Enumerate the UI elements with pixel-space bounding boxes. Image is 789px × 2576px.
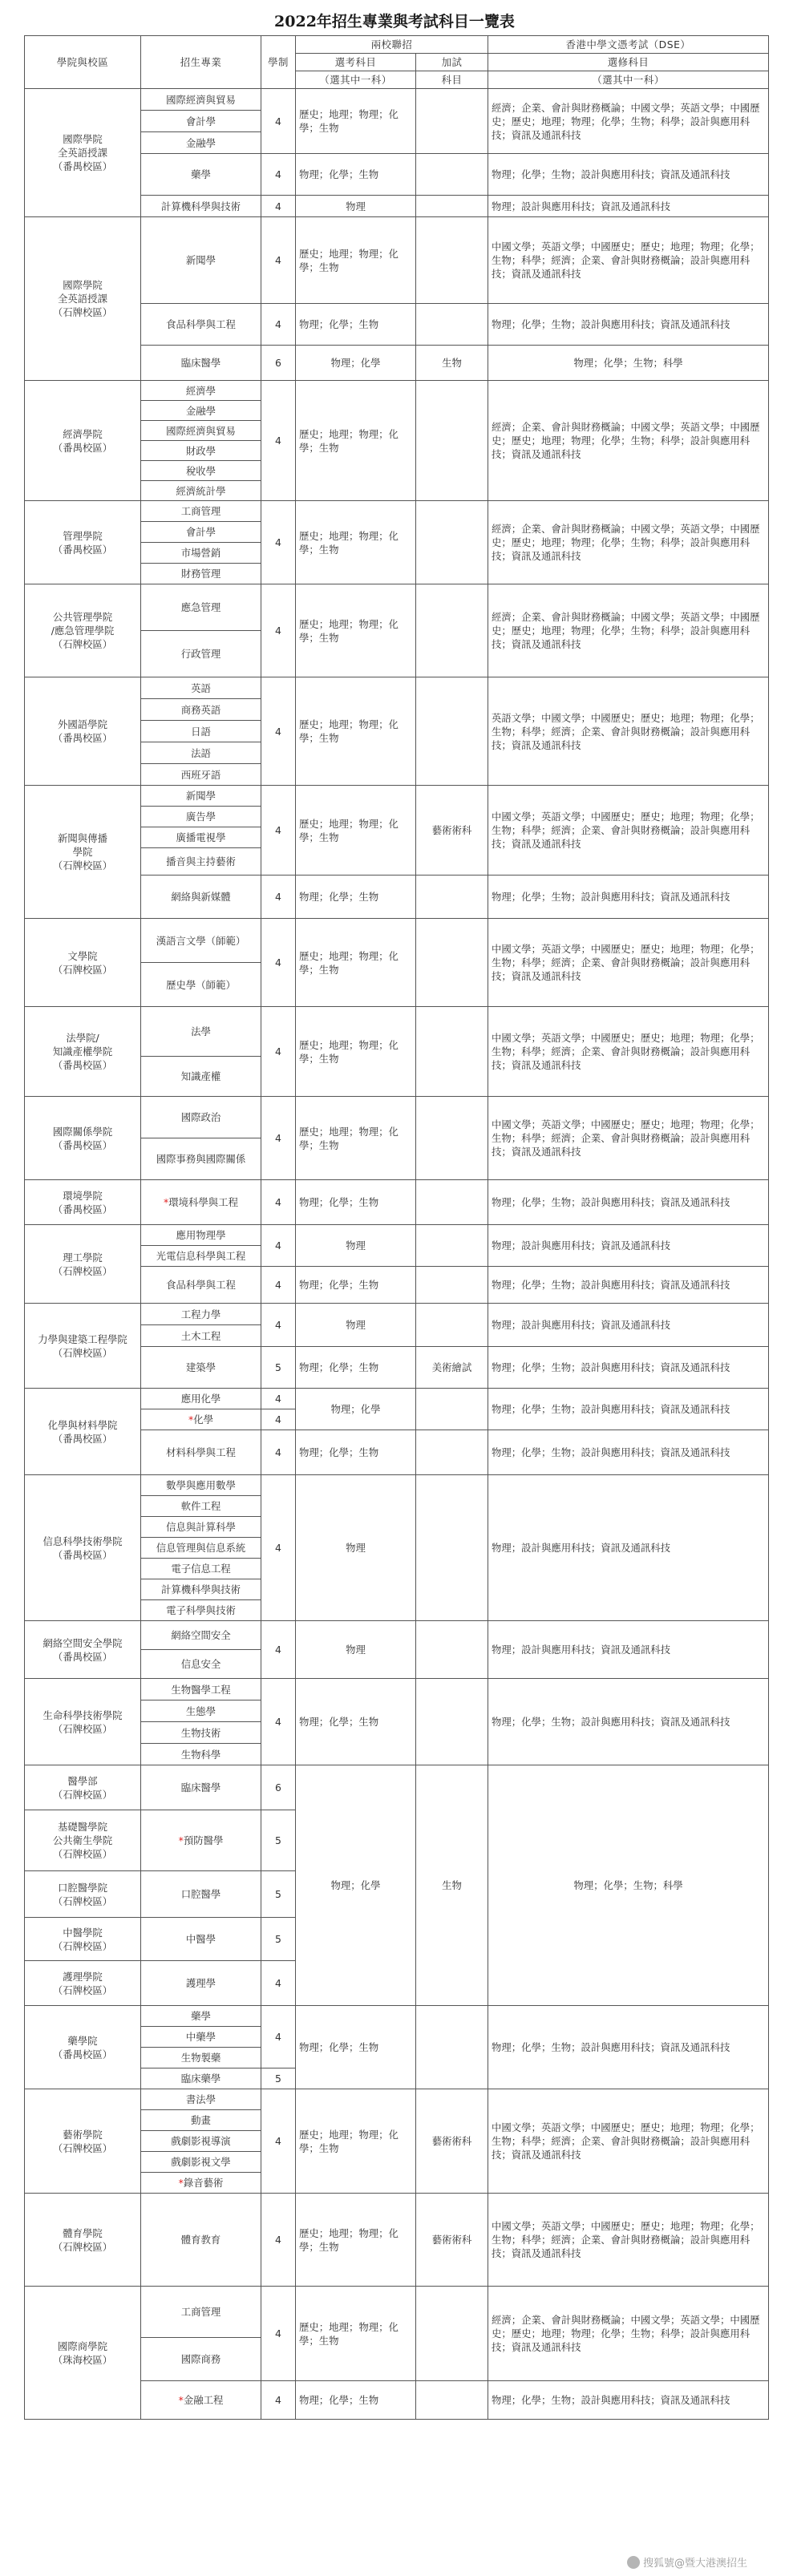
major-cell: 信息與計算科學: [141, 1517, 261, 1538]
major-cell: 國際事務與國際關係: [141, 1138, 261, 1180]
college-cell: 外國語學院 （番禺校區）: [25, 677, 141, 786]
joint-extra-cell: 生物: [416, 346, 488, 381]
college-cell: 理工學院 （石牌校區）: [25, 1225, 141, 1304]
watermark-text: 搜狐號@暨大港澳招生: [642, 2558, 747, 2570]
joint-extra-cell: [416, 876, 488, 919]
dse-elective-cell: 物理；化學；生物；設計與應用科技；資訊及通訊科技: [488, 1679, 769, 1765]
major-cell: 廣播電視學: [141, 827, 261, 848]
joint-extra-cell: [416, 677, 488, 786]
college-cell: 醫學部 （石牌校區）: [25, 1765, 141, 1810]
major-cell: 新聞學: [141, 786, 261, 807]
major-cell: 建築學: [141, 1347, 261, 1389]
years-cell: 4: [261, 89, 296, 154]
college-cell: 藥學院 （番禺校區）: [25, 2006, 141, 2089]
major-cell: 財政學: [141, 441, 261, 461]
joint-extra-cell: 藝術術科: [416, 2194, 488, 2287]
dse-elective-cell: 物理；化學；生物；設計與應用科技；資訊及通訊科技: [488, 1267, 769, 1304]
years-cell: 4: [261, 1409, 296, 1430]
major-cell: 計算機科學與技術: [141, 1579, 261, 1600]
major-cell: 生物技術: [141, 1722, 261, 1744]
college-cell: 國際學院 全英語授課 （番禺校區）: [25, 89, 141, 217]
dse-elective-cell: 經濟；企業、會計與財務概論；中國文學；英語文學；中國歷史；歷史；地理；物理；化學；生物；科學；設計與應用科技；資訊及通訊科技: [488, 2287, 769, 2381]
college-cell: 公共管理學院 /應急管理學院 （石牌校區）: [25, 584, 141, 677]
sohu-logo-icon: [627, 2556, 640, 2569]
joint-elective-cell: 物理: [296, 196, 416, 217]
header-years: 學制: [261, 36, 296, 89]
table-header: [25, 36, 769, 89]
years-cell: 4: [261, 584, 296, 677]
major-cell: 中醫學: [141, 1918, 261, 1961]
major-cell: 數學與應用數學: [141, 1475, 261, 1496]
dse-elective-cell: 經濟；企業、會計與財務概論；中國文學；英語文學；中國歷史；歷史；地理；物理；化學；生物；科學；設計與應用科技；資訊及通訊科技: [488, 89, 769, 154]
college-cell: 國際商學院 （珠海校區）: [25, 2287, 141, 2420]
college-cell: 法學院/ 知識產權學院 （番禺校區）: [25, 1007, 141, 1097]
years-cell: 4: [261, 217, 296, 304]
major-cell: 知識產權: [141, 1057, 261, 1097]
joint-extra-cell: 生物: [416, 1765, 488, 2006]
college-cell: 新聞與傳播 學院 （石牌校區）: [25, 786, 141, 919]
joint-extra-cell: [416, 1180, 488, 1225]
years-cell: 4: [261, 876, 296, 919]
joint-elective-cell: 歷史；地理；物理；化學；生物: [296, 381, 416, 501]
joint-elective-cell: 物理；化學；生物: [296, 1267, 416, 1304]
college-cell: 體育學院 （石牌校區）: [25, 2194, 141, 2287]
joint-elective-cell: 物理；化學: [296, 1389, 416, 1430]
years-cell: 4: [261, 1007, 296, 1097]
joint-extra-cell: [416, 584, 488, 677]
major-cell: 國際經濟與貿易: [141, 421, 261, 441]
joint-extra-cell: 美術繪試: [416, 1347, 488, 1389]
years-cell: 4: [261, 786, 296, 876]
joint-elective-cell: 物理: [296, 1621, 416, 1679]
joint-extra-cell: [416, 1304, 488, 1347]
college-cell: 國際學院 全英語授課 （石牌校區）: [25, 217, 141, 381]
header-select-one: （選其中一科）: [488, 71, 769, 89]
years-cell: 5: [261, 1810, 296, 1871]
joint-extra-cell: [416, 1389, 488, 1430]
dse-elective-cell: 物理；化學；生物；設計與應用科技；資訊及通訊科技: [488, 1430, 769, 1475]
joint-elective-cell: 物理: [296, 1304, 416, 1347]
joint-extra-cell: [416, 1225, 488, 1267]
major-cell: 工商管理: [141, 501, 261, 522]
major-cell: 體育教育: [141, 2194, 261, 2287]
dse-elective-cell: 物理；設計與應用科技；資訊及通訊科技: [488, 1225, 769, 1267]
years-cell: 4: [261, 154, 296, 196]
major-cell: 藥學: [141, 2006, 261, 2027]
major-cell: 網絡空間安全: [141, 1621, 261, 1650]
major-cell: 西班牙語: [141, 764, 261, 786]
major-cell: *環境科學與工程: [141, 1180, 261, 1225]
major-cell: 英語: [141, 677, 261, 699]
major-cell: 臨床醫學: [141, 1765, 261, 1810]
college-cell: 口腔醫學院 （石牌校區）: [25, 1871, 141, 1918]
joint-extra-cell: [416, 1679, 488, 1765]
major-cell: 會計學: [141, 111, 261, 132]
dse-elective-cell: 物理；化學；生物；科學: [488, 1765, 769, 2006]
major-cell: *金融工程: [141, 2381, 261, 2420]
header-college: 學院與校區: [25, 36, 141, 89]
dse-elective-cell: 中國文學；英語文學；中國歷史；歷史；地理；物理；化學；生物；科學；經濟；企業、會計與財務概論；設計與應用科技；資訊及通訊科技: [488, 1097, 769, 1180]
joint-extra-cell: [416, 217, 488, 304]
major-cell: 臨床藥學: [141, 2068, 261, 2089]
years-cell: 4: [261, 1267, 296, 1304]
dse-elective-cell: 物理；設計與應用科技；資訊及通訊科技: [488, 1621, 769, 1679]
years-cell: 5: [261, 1347, 296, 1389]
dse-elective-cell: 物理；化學；生物；設計與應用科技；資訊及通訊科技: [488, 154, 769, 196]
major-cell: 會計學: [141, 522, 261, 543]
years-cell: 4: [261, 1621, 296, 1679]
years-cell: 4: [261, 677, 296, 786]
joint-elective-cell: 歷史；地理；物理；化學；生物: [296, 1097, 416, 1180]
dse-elective-cell: 中國文學；英語文學；中國歷史；歷史；地理；物理；化學；生物；科學；經濟；企業、會計與財務概論；設計與應用科技；資訊及通訊科技: [488, 1007, 769, 1097]
major-cell: 應急管理: [141, 584, 261, 631]
dse-elective-cell: 經濟；企業、會計與財務概論；中國文學；英語文學；中國歷史；歷史；地理；物理；化學；生物；科學；設計與應用科技；資訊及通訊科技: [488, 584, 769, 677]
major-cell: 戲劇影視文學: [141, 2152, 261, 2173]
years-cell: 5: [261, 2068, 296, 2089]
dse-elective-cell: 經濟；企業、會計與財務概論；中國文學；英語文學；中國歷史；歷史；地理；物理；化學；生物；科學；設計與應用科技；資訊及通訊科技: [488, 501, 769, 584]
joint-extra-cell: [416, 1097, 488, 1180]
major-cell: 國際商務: [141, 2338, 261, 2381]
years-cell: 4: [261, 381, 296, 501]
college-cell: 生命科學技術學院 （石牌校區）: [25, 1679, 141, 1765]
header-joint: 兩校聯招: [296, 36, 488, 54]
major-cell: 應用化學: [141, 1389, 261, 1409]
dse-elective-cell: 中國文學；英語文學；中國歷史；歷史；地理；物理；化學；生物；科學；經濟；企業、會計與財務概論；設計與應用科技；資訊及通訊科技: [488, 919, 769, 1007]
dse-elective-cell: 中國文學；英語文學；中國歷史；歷史；地理；物理；化學；生物；科學；經濟；企業、會計與財務概論；設計與應用科技；資訊及通訊科技: [488, 786, 769, 876]
joint-extra-cell: [416, 381, 488, 501]
major-cell: 護理學: [141, 1961, 261, 2006]
header-select-one: （選其中一科）: [296, 71, 416, 89]
joint-elective-cell: 歷史；地理；物理；化學；生物: [296, 2287, 416, 2381]
dse-elective-cell: 中國文學；英語文學；中國歷史；歷史；地理；物理；化學；生物；科學；經濟；企業、會計與財務概論；設計與應用科技；資訊及通訊科技: [488, 2194, 769, 2287]
years-cell: 4: [261, 2381, 296, 2420]
college-cell: 藝術學院 （石牌校區）: [25, 2089, 141, 2194]
header-dse: 香港中學文憑考試（DSE）: [488, 36, 769, 54]
major-cell: 經濟學: [141, 381, 261, 401]
years-cell: 6: [261, 346, 296, 381]
major-cell: 歷史學（師範）: [141, 963, 261, 1007]
joint-extra-cell: 藝術術科: [416, 2089, 488, 2194]
joint-elective-cell: 物理: [296, 1225, 416, 1267]
joint-elective-cell: 物理: [296, 1475, 416, 1621]
college-cell: 信息科學技術學院 （番禺校區）: [25, 1475, 141, 1621]
joint-elective-cell: 歷史；地理；物理；化學；生物: [296, 2194, 416, 2287]
joint-extra-cell: [416, 1621, 488, 1679]
joint-extra-cell: [416, 501, 488, 584]
college-cell: 文學院 （石牌校區）: [25, 919, 141, 1007]
page-title: 2022年招生專業與考試科目一覽表: [274, 13, 515, 30]
major-cell: 口腔醫學: [141, 1871, 261, 1918]
joint-extra-cell: 藝術術科: [416, 786, 488, 876]
dse-elective-cell: 英語文學；中國文學；中國歷史；歷史；地理；物理；化學；生物；科學；經濟；企業、會計與財務概論；設計與應用科技；資訊及通訊科技: [488, 677, 769, 786]
joint-extra-cell: [416, 2006, 488, 2089]
major-cell: 土木工程: [141, 1325, 261, 1347]
star-mark: *: [178, 1834, 184, 1846]
major-cell: 財務管理: [141, 564, 261, 584]
joint-elective-cell: 物理；化學；生物: [296, 876, 416, 919]
major-cell: 書法學: [141, 2089, 261, 2110]
major-cell: 中藥學: [141, 2027, 261, 2048]
college-cell: 管理學院 （番禺校區）: [25, 501, 141, 584]
major-cell: 日語: [141, 721, 261, 742]
college-cell: 中醫學院 （石牌校區）: [25, 1918, 141, 1961]
college-cell: 國際關係學院 （番禺校區）: [25, 1097, 141, 1180]
major-cell: 食品科學與工程: [141, 304, 261, 346]
joint-elective-cell: 物理；化學；生物: [296, 2381, 416, 2420]
joint-extra-cell: [416, 154, 488, 196]
college-cell: 護理學院 （石牌校區）: [25, 1961, 141, 2006]
major-cell: 材料科學與工程: [141, 1430, 261, 1475]
joint-elective-cell: 歷史；地理；物理；化學；生物: [296, 786, 416, 876]
years-cell: 4: [261, 1961, 296, 2006]
admission-table: [24, 35, 769, 2420]
major-cell: 生態學: [141, 1700, 261, 1722]
joint-elective-cell: 物理；化學: [296, 346, 416, 381]
major-cell: 經濟統計學: [141, 481, 261, 501]
star-mark: *: [164, 1196, 169, 1208]
joint-extra-cell: [416, 919, 488, 1007]
years-cell: 5: [261, 1871, 296, 1918]
college-cell: 環境學院 （番禺校區）: [25, 1180, 141, 1225]
major-cell: 食品科學與工程: [141, 1267, 261, 1304]
dse-elective-cell: 物理；化學；生物；設計與應用科技；資訊及通訊科技: [488, 304, 769, 346]
joint-extra-cell: [416, 2287, 488, 2381]
college-cell: 網絡空間安全學院 （番禺校區）: [25, 1621, 141, 1679]
years-cell: 4: [261, 304, 296, 346]
major-cell: *預防醫學: [141, 1810, 261, 1871]
dse-elective-cell: 物理；化學；生物；科學: [488, 346, 769, 381]
major-cell: 電子科學與技術: [141, 1600, 261, 1621]
years-cell: 4: [261, 1225, 296, 1267]
joint-elective-cell: 物理；化學；生物: [296, 1180, 416, 1225]
dse-elective-cell: 物理；化學；生物；設計與應用科技；資訊及通訊科技: [488, 876, 769, 919]
star-mark: *: [178, 2394, 184, 2406]
college-cell: 經濟學院 （番禺校區）: [25, 381, 141, 501]
major-cell: 稅收學: [141, 461, 261, 481]
joint-elective-cell: 物理；化學；生物: [296, 1430, 416, 1475]
years-cell: 4: [261, 2089, 296, 2194]
header-dse-elective: 選修科目: [488, 54, 769, 71]
years-cell: 4: [261, 501, 296, 584]
major-cell: 生物醫學工程: [141, 1679, 261, 1700]
joint-elective-cell: 歷史；地理；物理；化學；生物: [296, 1007, 416, 1097]
table-body: [25, 89, 769, 2420]
joint-extra-cell: [416, 1475, 488, 1621]
major-cell: 商務英語: [141, 699, 261, 721]
major-cell: 臨床醫學: [141, 346, 261, 381]
years-cell: 4: [261, 196, 296, 217]
joint-elective-cell: 歷史；地理；物理；化學；生物: [296, 677, 416, 786]
major-cell: 法語: [141, 742, 261, 764]
header-joint-extra: 加試: [416, 54, 488, 71]
years-cell: 5: [261, 1918, 296, 1961]
years-cell: 4: [261, 919, 296, 1007]
header-major: 招生專業: [141, 36, 261, 89]
dse-elective-cell: 中國文學；英語文學；中國歷史；歷史；地理；物理；化學；生物；科學；經濟；企業、會計與財務概論；設計與應用科技；資訊及通訊科技: [488, 217, 769, 304]
major-cell: 應用物理學: [141, 1225, 261, 1246]
joint-elective-cell: 歷史；地理；物理；化學；生物: [296, 89, 416, 154]
joint-elective-cell: 物理；化學；生物: [296, 304, 416, 346]
major-cell: 金融學: [141, 132, 261, 154]
major-cell: 網絡與新媒體: [141, 876, 261, 919]
dse-elective-cell: 物理；化學；生物；設計與應用科技；資訊及通訊科技: [488, 2006, 769, 2089]
years-cell: 4: [261, 1304, 296, 1347]
major-cell: 行政管理: [141, 631, 261, 677]
years-cell: 4: [261, 2006, 296, 2068]
years-cell: 4: [261, 1097, 296, 1180]
joint-elective-cell: 物理；化學；生物: [296, 1679, 416, 1765]
dse-elective-cell: 物理；設計與應用科技；資訊及通訊科技: [488, 1475, 769, 1621]
watermark: [627, 2554, 747, 2570]
college-cell: 化學與材料學院 （番禺校區）: [25, 1389, 141, 1475]
years-cell: 4: [261, 2287, 296, 2381]
joint-extra-cell: [416, 304, 488, 346]
major-cell: 藥學: [141, 154, 261, 196]
joint-elective-cell: 物理；化學；生物: [296, 2006, 416, 2089]
years-cell: 4: [261, 1389, 296, 1409]
major-cell: 光電信息科學與工程: [141, 1246, 261, 1267]
years-cell: 4: [261, 1430, 296, 1475]
header-joint-elective: 選考科目: [296, 54, 416, 71]
years-cell: 4: [261, 1679, 296, 1765]
years-cell: 4: [261, 1475, 296, 1621]
dse-elective-cell: 物理；化學；生物；設計與應用科技；資訊及通訊科技: [488, 2381, 769, 2420]
joint-extra-cell: [416, 1007, 488, 1097]
joint-elective-cell: 歷史；地理；物理；化學；生物: [296, 584, 416, 677]
major-cell: 播音與主持藝術: [141, 848, 261, 876]
major-cell: *化學: [141, 1409, 261, 1430]
dse-elective-cell: 物理；化學；生物；設計與應用科技；資訊及通訊科技: [488, 1347, 769, 1389]
major-cell: 生物製藥: [141, 2048, 261, 2068]
major-cell: 法學: [141, 1007, 261, 1057]
joint-elective-cell: 歷史；地理；物理；化學；生物: [296, 919, 416, 1007]
major-cell: 國際經濟與貿易: [141, 89, 261, 111]
dse-elective-cell: 中國文學；英語文學；中國歷史；歷史；地理；物理；化學；生物；科學；經濟；企業、會計與財務概論；設計與應用科技；資訊及通訊科技: [488, 2089, 769, 2194]
joint-elective-cell: 物理；化學；生物: [296, 154, 416, 196]
star-mark: *: [178, 2177, 184, 2189]
years-cell: 4: [261, 1180, 296, 1225]
joint-extra-cell: [416, 89, 488, 154]
years-cell: 6: [261, 1765, 296, 1810]
major-cell: 電子信息工程: [141, 1559, 261, 1579]
dse-elective-cell: 經濟；企業、會計與財務概論；中國文學；英語文學；中國歷史；歷史；地理；物理；化學；生物；科學；設計與應用科技；資訊及通訊科技: [488, 381, 769, 501]
major-cell: 計算機科學與技術: [141, 196, 261, 217]
joint-extra-cell: [416, 1430, 488, 1475]
major-cell: *錄音藝術: [141, 2173, 261, 2194]
years-cell: 4: [261, 2194, 296, 2287]
dse-elective-cell: 物理；化學；生物；設計與應用科技；資訊及通訊科技: [488, 1389, 769, 1430]
joint-elective-cell: 物理；化學；生物: [296, 1347, 416, 1389]
major-cell: 戲劇影視導演: [141, 2131, 261, 2152]
major-cell: 生物科學: [141, 1744, 261, 1765]
major-cell: 軟件工程: [141, 1496, 261, 1517]
major-cell: 信息安全: [141, 1650, 261, 1679]
major-cell: 市場營銷: [141, 543, 261, 564]
joint-extra-cell: [416, 196, 488, 217]
major-cell: 工程力學: [141, 1304, 261, 1325]
joint-elective-cell: 歷史；地理；物理；化學；生物: [296, 2089, 416, 2194]
major-cell: 漢語言文學（師範）: [141, 919, 261, 963]
major-cell: 信息管理與信息系統: [141, 1538, 261, 1559]
joint-elective-cell: 物理；化學: [296, 1765, 416, 2006]
major-cell: 工商管理: [141, 2287, 261, 2338]
joint-elective-cell: 歷史；地理；物理；化學；生物: [296, 217, 416, 304]
dse-elective-cell: 物理；化學；生物；設計與應用科技；資訊及通訊科技: [488, 1180, 769, 1225]
dse-elective-cell: 物理；設計與應用科技；資訊及通訊科技: [488, 196, 769, 217]
header-subject: 科目: [416, 71, 488, 89]
major-cell: 新聞學: [141, 217, 261, 304]
major-cell: 金融學: [141, 401, 261, 421]
star-mark: *: [188, 1413, 194, 1425]
college-cell: 力學與建築工程學院 （石牌校區）: [25, 1304, 141, 1389]
joint-extra-cell: [416, 1267, 488, 1304]
joint-extra-cell: [416, 2381, 488, 2420]
college-cell: 基礎醫學院 公共衛生學院 （石牌校區）: [25, 1810, 141, 1871]
joint-elective-cell: 歷史；地理；物理；化學；生物: [296, 501, 416, 584]
dse-elective-cell: 物理；設計與應用科技；資訊及通訊科技: [488, 1304, 769, 1347]
major-cell: 動畫: [141, 2110, 261, 2131]
major-cell: 國際政治: [141, 1097, 261, 1138]
major-cell: 廣告學: [141, 807, 261, 827]
